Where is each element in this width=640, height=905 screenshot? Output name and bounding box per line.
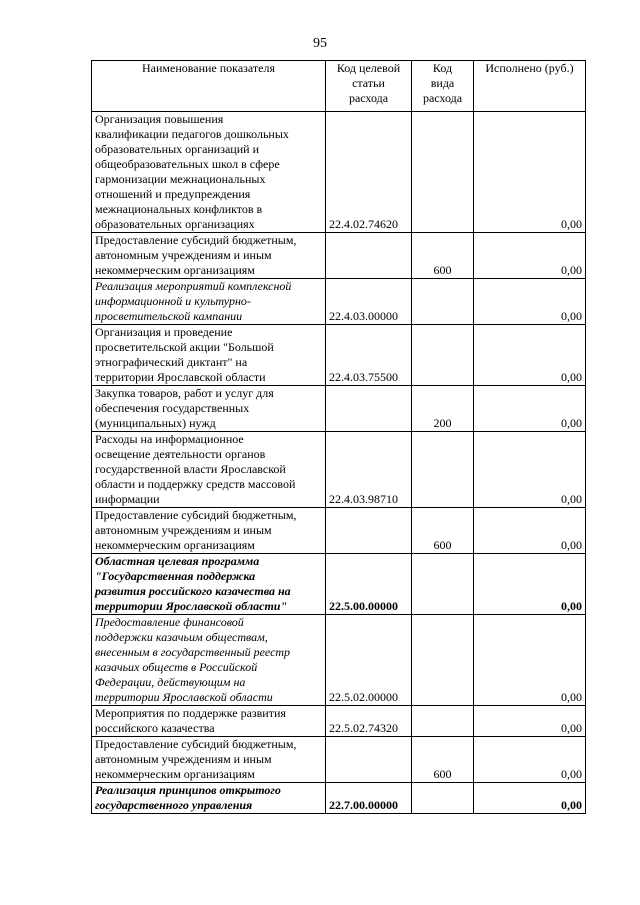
row-kind-code: 600 <box>412 233 474 279</box>
header-target-code: Код целевой статьи расхода <box>326 61 412 112</box>
table-row <box>92 554 586 615</box>
row-name: Предоставление субсидий бюджетным, автономным учреждениям и иным некоммерческим организациям <box>92 233 326 279</box>
row-executed: 0,00 <box>474 783 586 814</box>
row-executed: 0,00 <box>474 508 586 554</box>
row-executed: 0,00 <box>474 554 586 615</box>
header-name: Наименование показателя <box>92 61 326 112</box>
row-kind-code: 600 <box>412 737 474 783</box>
table-row <box>92 706 586 737</box>
header-kind-code: Код вида расхода <box>412 61 474 112</box>
row-kind-code <box>412 325 474 386</box>
row-kind-code: 200 <box>412 386 474 432</box>
table-row <box>92 233 586 279</box>
row-target-code: 22.4.03.98710 <box>326 432 412 508</box>
table-header-row <box>92 61 586 112</box>
row-target-code: 22.7.00.00000 <box>326 783 412 814</box>
row-name: Мероприятия по поддержке развития российского казачества <box>92 706 326 737</box>
row-target-code <box>326 508 412 554</box>
row-target-code: 22.5.00.00000 <box>326 554 412 615</box>
budget-table <box>91 60 586 814</box>
table-row <box>92 783 586 814</box>
row-target-code: 22.5.02.00000 <box>326 615 412 706</box>
row-name: Областная целевая программа "Государственная поддержка развития российского казачества на территории Ярославской области" <box>92 554 326 615</box>
table-row <box>92 508 586 554</box>
table-row <box>92 386 586 432</box>
row-kind-code <box>412 783 474 814</box>
row-target-code <box>326 737 412 783</box>
row-name: Предоставление субсидий бюджетным, автономным учреждениям и иным некоммерческим организациям <box>92 737 326 783</box>
row-target-code <box>326 233 412 279</box>
row-executed: 0,00 <box>474 279 586 325</box>
table-row <box>92 737 586 783</box>
row-executed: 0,00 <box>474 386 586 432</box>
row-target-code: 22.4.02.74620 <box>326 112 412 233</box>
page-number: 95 <box>313 36 327 51</box>
table-row <box>92 279 586 325</box>
row-executed: 0,00 <box>474 706 586 737</box>
row-name: Реализация принципов открытого государственного управления <box>92 783 326 814</box>
row-executed: 0,00 <box>474 325 586 386</box>
row-target-code: 22.4.03.75500 <box>326 325 412 386</box>
row-name: Организация повышения квалификации педагогов дошкольных образовательных организаций и общеобразовательных школ в сфере гармонизации межнациональных отношений и предупреждения межнациональных конфликтов в образовательных организациях <box>92 112 326 233</box>
row-kind-code <box>412 432 474 508</box>
row-name: Закупка товаров, работ и услуг для обеспечения государственных (муниципальных) нужд <box>92 386 326 432</box>
row-kind-code <box>412 554 474 615</box>
row-target-code: 22.5.02.74320 <box>326 706 412 737</box>
row-kind-code <box>412 112 474 233</box>
row-executed: 0,00 <box>474 112 586 233</box>
row-kind-code <box>412 615 474 706</box>
table-row <box>92 112 586 233</box>
row-target-code <box>326 386 412 432</box>
row-kind-code: 600 <box>412 508 474 554</box>
row-kind-code <box>412 279 474 325</box>
header-executed: Исполнено (руб.) <box>474 61 586 112</box>
row-name: Расходы на информационное освещение деятельности органов государственной власти Ярославской области и поддержку средств массовой информации <box>92 432 326 508</box>
row-kind-code <box>412 706 474 737</box>
row-executed: 0,00 <box>474 737 586 783</box>
table-row <box>92 325 586 386</box>
row-name: Реализация мероприятий комплексной информационной и культурно- просветительской кампании <box>92 279 326 325</box>
row-executed: 0,00 <box>474 432 586 508</box>
row-name: Предоставление финансовой поддержки казачьим обществам, внесенным в государственный реестр казачьих обществ в Российской Федерации, действующим на территории Ярославской области <box>92 615 326 706</box>
row-name: Организация и проведение просветительской акции "Большой этнографический диктант" на территории Ярославской области <box>92 325 326 386</box>
table-row <box>92 615 586 706</box>
row-executed: 0,00 <box>474 615 586 706</box>
row-target-code: 22.4.03.00000 <box>326 279 412 325</box>
row-name: Предоставление субсидий бюджетным, автономным учреждениям и иным некоммерческим организациям <box>92 508 326 554</box>
row-executed: 0,00 <box>474 233 586 279</box>
table-row <box>92 432 586 508</box>
